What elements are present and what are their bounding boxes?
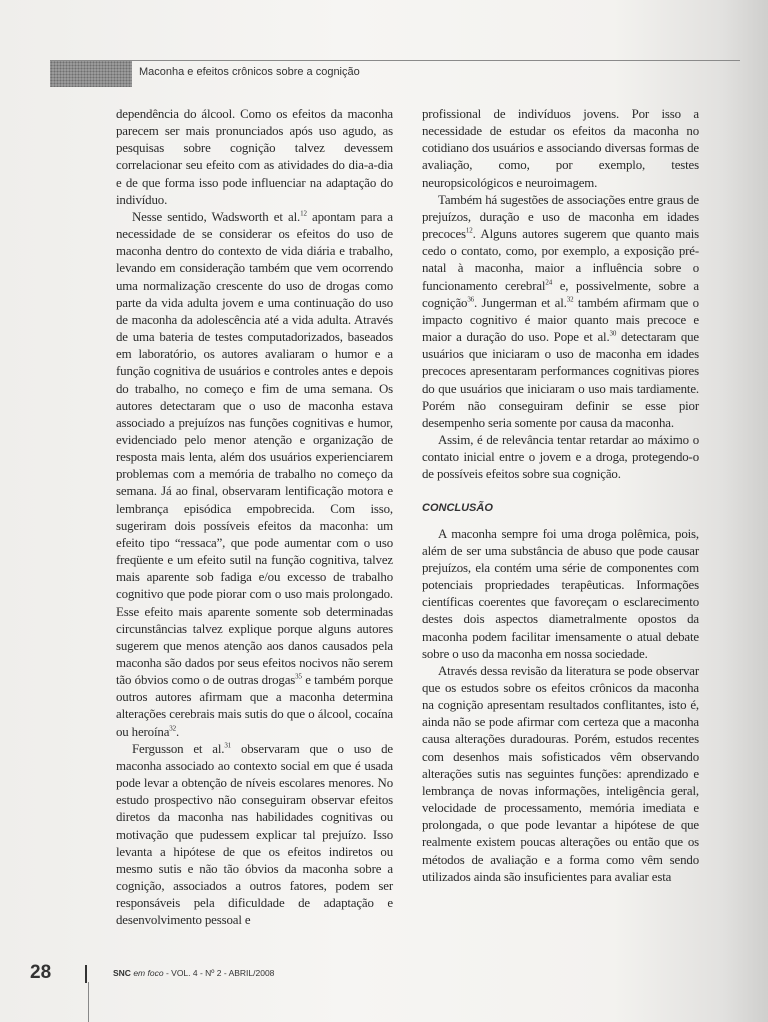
- footer-rule: [88, 982, 89, 1022]
- section-heading-conclusao: CONCLUSÃO: [422, 502, 493, 515]
- running-header: Maconha e efeitos crônicos sobre a cognição: [139, 66, 360, 78]
- header-decorative-block: [50, 61, 132, 87]
- journal-citation: [113, 968, 274, 978]
- left-column-paragraph-1: dependência do álcool. Como os efeitos da maconha parecem ser mais pronunciados após uso agudo, as pesquisas sobre cognição talvez devessem correlacionar seu efeito com as atividades do dia-a-dia e de que forma isso pode influenciar na adaptação do indivíduo.: [116, 107, 393, 207]
- right-column-paragraph-1: profissional de indivíduos jovens. Por isso a necessidade de estudar os efeitos da maconha no cotidiano dos usuários e associando diversas formas de avaliação, como, por exemplo, testes neuropsicológicos e neuroimagem.: [422, 107, 699, 190]
- right-column-paragraph-3: Assim, é de relevância tentar retardar ao máximo o contato inicial entre o jovem e a droga, protegendo-o de possíveis efeitos sobre sua cognição.: [422, 432, 699, 482]
- footer-bar: [85, 965, 87, 983]
- right-column: [422, 106, 699, 886]
- journal-name: SNC: [113, 968, 131, 978]
- conclusion-body: [422, 526, 699, 886]
- header-rule: [50, 60, 740, 61]
- conclusion-paragraph-1: A maconha sempre foi uma droga polêmica, pois, além de ser uma substância de abuso que pode causar prejuízos, ela contém uma série de componentes com potenciais propriedades terapêuticas. Informações científicas coerentes que favoreçam o esclarecimento destes dois aspectos diametralmente opostos da maconha podem facilitar imensamente o atual debate sobre o uso da maconha em nossa sociedade.: [422, 526, 699, 661]
- left-column-paragraph-3: Fergusson et al.$^{31}$ observaram que o uso de maconha associado ao contexto social em que é usada pode levar a obtenção de níveis escolares menores. No estudo prospectivo não conseguiram observar efeitos diretos da maconha nas habilidades cognitivas ou motivação que pudessem explicar tal prejuízo. Isso levanta a hipótese de que os efeitos indiretos ou mesmo sutis e não tão óbvios da maconha sobre a cognição, associados a outros fatores, podem ser responsáveis pela dificuldade de adaptação e desenvolvimento pessoal e: [116, 741, 394, 928]
- page-number: 28: [30, 962, 52, 983]
- left-column-paragraph-2: Nesse sentido, Wadsworth et al.$^{12}$ apontam para a necessidade de se considerar os efeitos do uso de maconha dentro do contexto de vida diária e trabalho, levando em consideração também que vem ocorrendo uma normalização crescente do uso de drogas como parte da vida adulta jovem e uma continuação do uso de maconha da adolescência até a vida adulta. Através de uma bateria de testes computadorizados, baseados em laboratório, os autores avaliaram o humor e a função cognitiva de usuários e controles antes e depois do trabalho, no começo e fim de uma semana. Os autores detectaram que o uso de maconha estava associado a prejuízos nas funções cognitivas e humor, evidenciado pelo menor atenção e organização de resposta mais lenta, além dos usuários experienciarem problemas com a memória de trabalho no começo da semana. Já ao final, observaram lentificação motora e lembrança episódica empobrecida. Com isso, sugeriram dois possíveis efeitos da maconha: um efeito tipo “ressaca”, que pode aumentar com o uso freqüente e um efeito sutil na função cognitiva, talvez mais aparente sob fadiga e/ou excesso de trabalho cognitivo que pode piorar com o uso mais prolongado. Esse efeito mais aparente somente sob determinadas circunstâncias talvez explique porque alguns autores sugerem que menos atenção aos danos causados pela maconha são dados por seus efeitos nocivos não serem tão óbvios como o de outras drogas$^{35}$ e também porque outros autores afirmam que a maconha determina alterações cerebrais mais sutis do que o álcool, cocaína ou heroína$^{32}$.: [116, 209, 394, 739]
- left-column: [116, 106, 393, 930]
- journal-issue: - VOL. 4 - Nº 2 - ABRIL/2008: [165, 968, 275, 978]
- right-column-paragraph-2: Também há sugestões de associações entre graus de prejuízos, duração e uso de maconha em idades precoces$^{12}$. Alguns autores sugerem que quanto mais cedo o contato, como, por exemplo, a exposição pré-natal à maconha, maior a influência sobre o funcionamento cerebral$^{24}$ e, possivelmente, sobre a cognição$^{36}$. Jungerman et al.$^{32}$ também afirmam que o impacto cognitivo é maior quanto mais precoce e maior a duração do uso. Pope et al.$^{30}$ detectaram que usuários que iniciaram o uso de maconha em idades precoces apresentaram performances cognitivas piores do que usuários que iniciaram o uso mais tardiamente. Porém não conseguiram definir se esse pior desempenho seria somente por causa da maconha.: [422, 192, 700, 430]
- right-column-intro: [422, 106, 699, 483]
- conclusion-paragraph-2: Através dessa revisão da literatura se pode observar que os estudos sobre os efeitos crônicos da maconha na cognição apresentam resultados conflitantes, isto é, ainda não se pode afirmar com certeza que a maconha causa alterações duradouras. Porém, estudos recentes com desenhos mais sofisticados vêm observando alterações sutis nas seguintes funções: aprendizado e lembrança de novas informações, inteligência geral, velocidade de processamento, memória imediata e prolongada, o que pode levantar a hipótese de que realmente existem poucas alterações ou então que os métodos de avaliação e a forma como vêm sendo utilizados ainda são insuficientes para avaliar esta: [422, 663, 699, 884]
- journal-suffix: em foco: [133, 968, 164, 978]
